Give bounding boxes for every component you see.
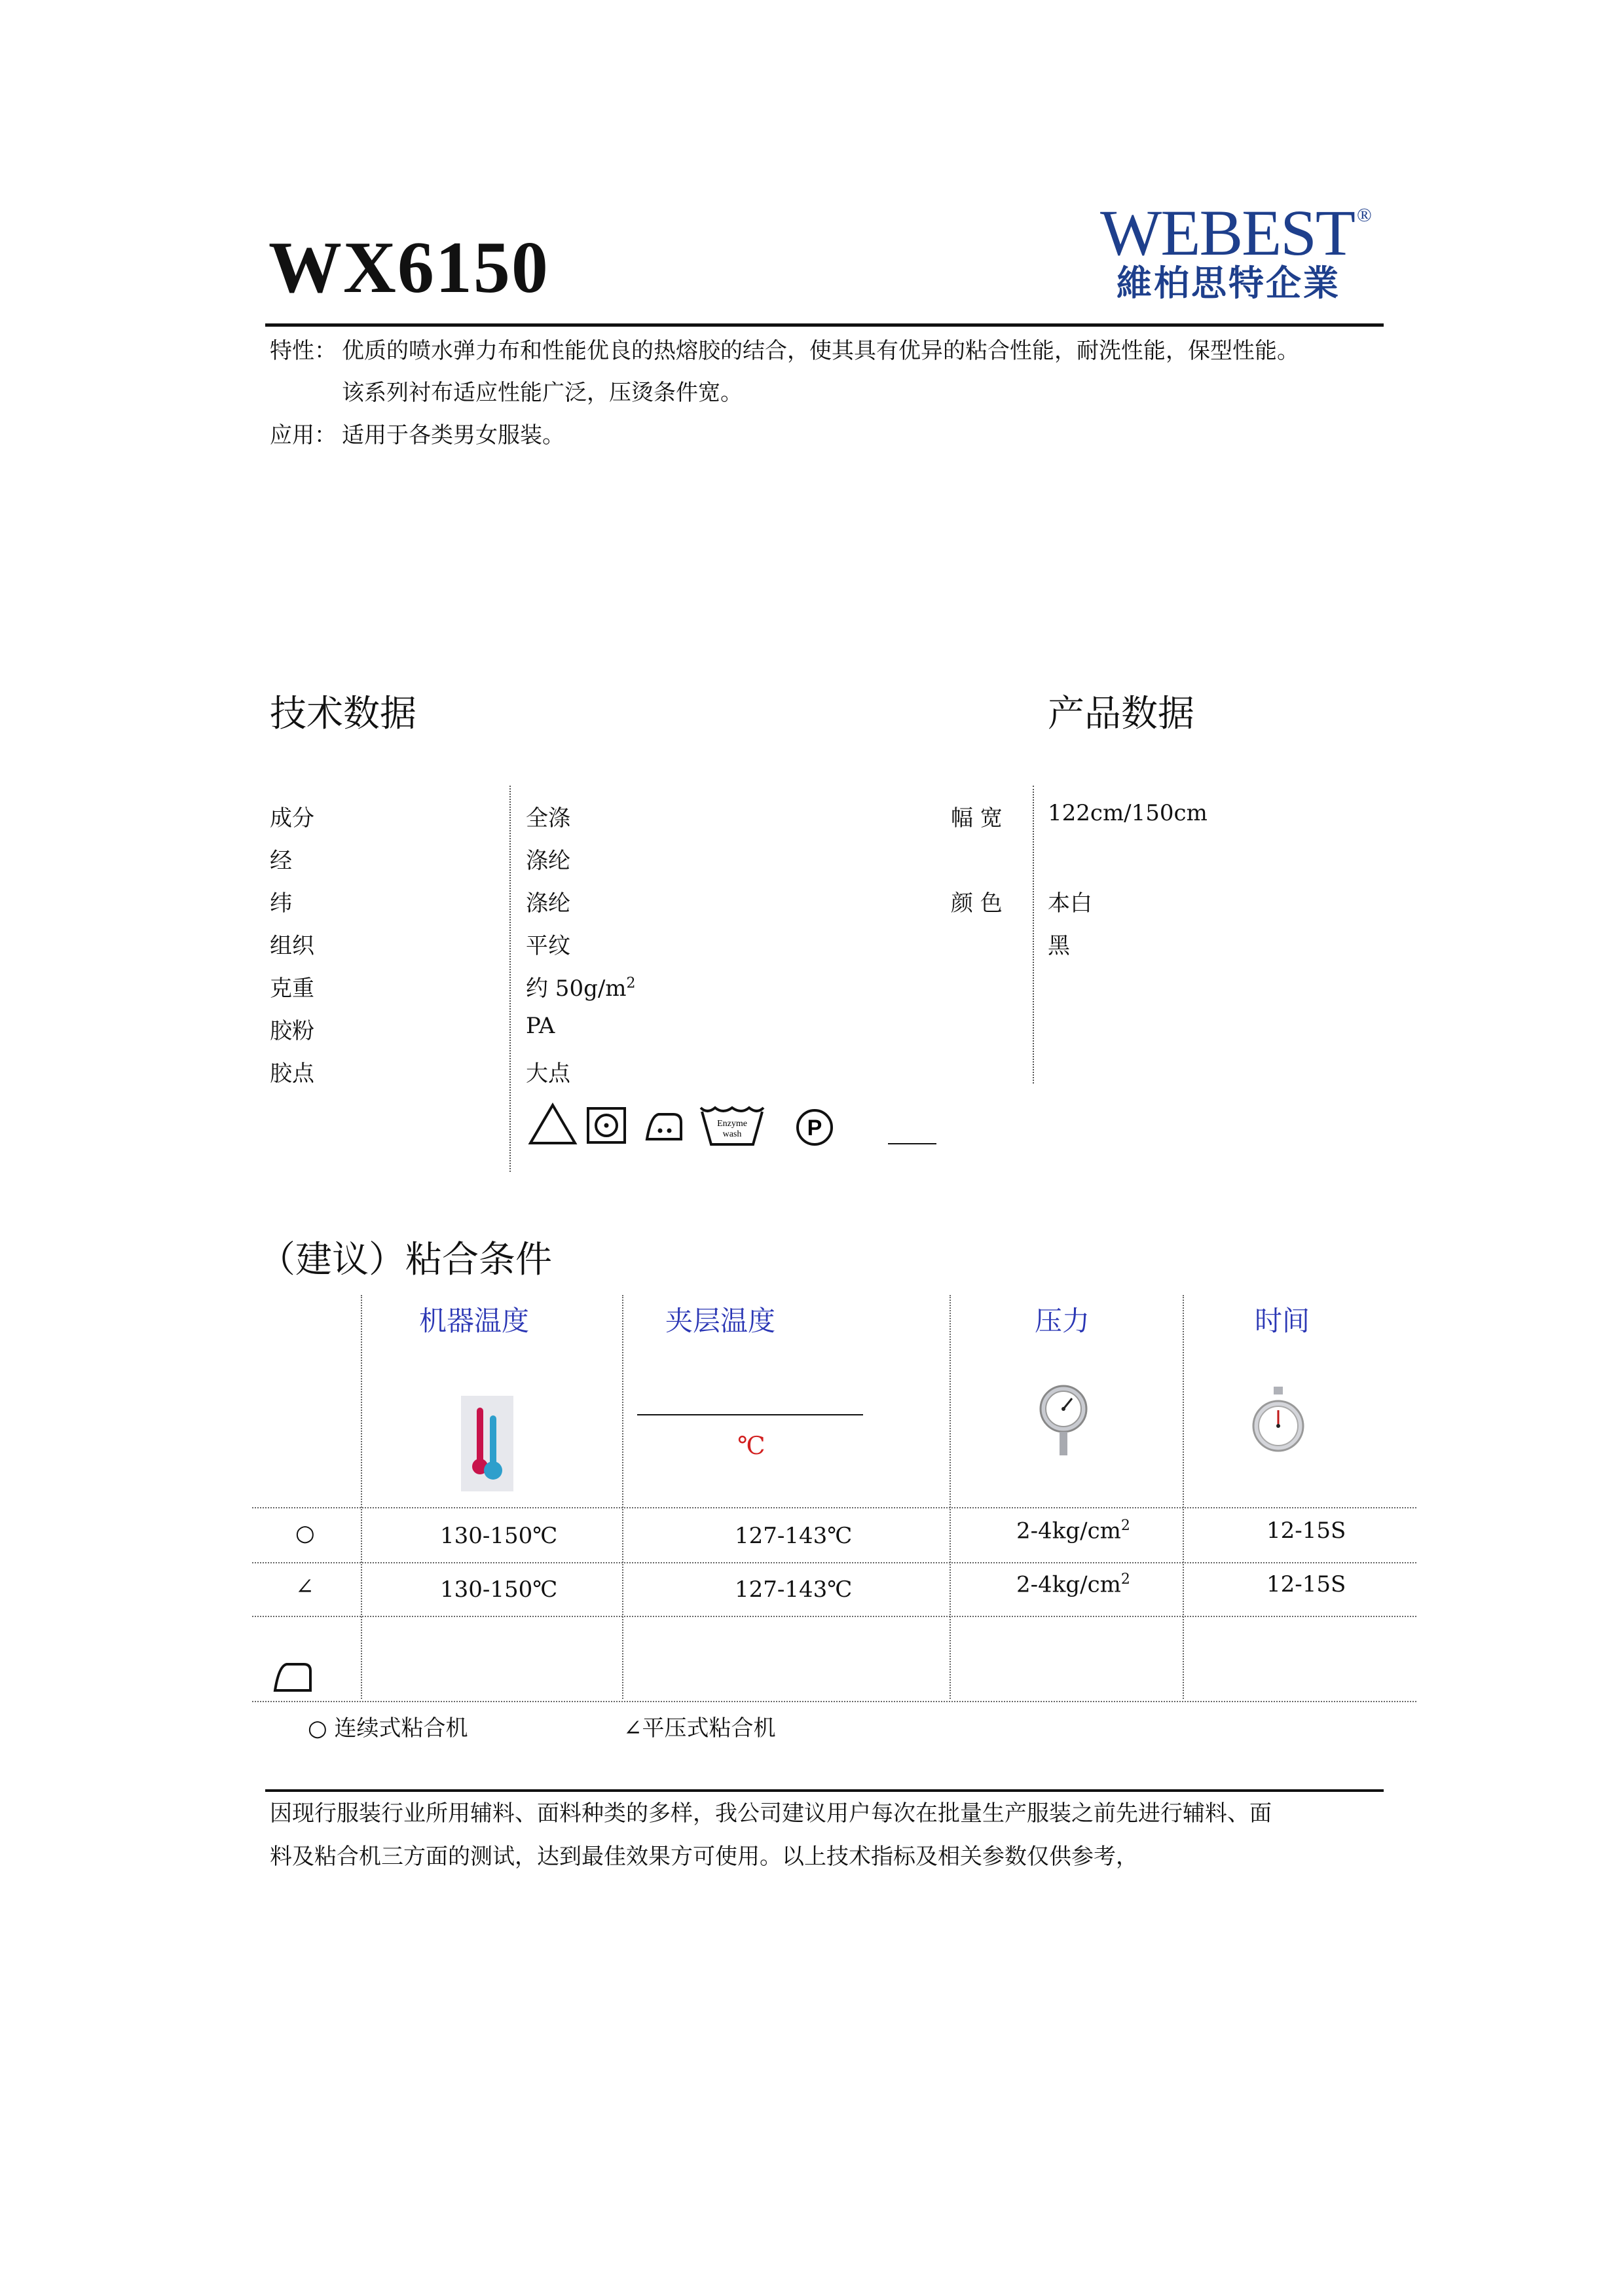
tech-label: 胶点 bbox=[270, 1061, 314, 1087]
tech-value: 全涤 bbox=[526, 805, 570, 831]
product-table-divider bbox=[1033, 786, 1034, 1084]
column-header-pressure: 压力 bbox=[1035, 1305, 1090, 1337]
features-text: 优质的喷水弹力布和性能优良的热熔胶的结合，使其具有优异的粘合性能，耐洗性能，保型性能。 bbox=[342, 338, 1299, 364]
iron-two-dots-icon bbox=[642, 1110, 686, 1142]
enzyme-text: Enzyme bbox=[717, 1119, 747, 1129]
tech-label: 组织 bbox=[270, 933, 314, 959]
column-header-machine-temp: 机器温度 bbox=[419, 1305, 530, 1337]
column-header-time: 时间 bbox=[1255, 1305, 1310, 1337]
technical-data-heading: 技术数据 bbox=[270, 693, 416, 735]
pressure-value bbox=[1016, 1518, 1130, 1544]
p-letter: P bbox=[807, 1116, 822, 1140]
row-symbol-continuous: ○ bbox=[295, 1520, 315, 1546]
stopwatch-icon bbox=[1251, 1385, 1305, 1459]
column-header-layer-temp: 夹层温度 bbox=[665, 1305, 776, 1337]
tech-label: 成分 bbox=[270, 805, 314, 831]
pressure-superscript: 2 bbox=[1120, 1571, 1130, 1588]
weight-unit-superscript: 2 bbox=[626, 975, 636, 992]
wash-text: wash bbox=[722, 1129, 742, 1139]
product-width-value: 122cm/150cm bbox=[1048, 800, 1208, 826]
tech-value: 涤纶 bbox=[526, 848, 570, 874]
tech-value: 大点 bbox=[526, 1061, 570, 1087]
enzyme-wash-tub-icon bbox=[698, 1102, 766, 1148]
brand-logo-wordmark: WEBEST bbox=[1100, 196, 1354, 269]
product-width-label: 幅 宽 bbox=[951, 805, 1003, 831]
product-color-label: 颜 色 bbox=[951, 890, 1003, 917]
tumble-dry-icon bbox=[586, 1106, 627, 1144]
features-label: 特性： bbox=[270, 338, 337, 364]
tech-label: 纬 bbox=[270, 890, 292, 917]
care-dash-line bbox=[888, 1143, 936, 1144]
weight-value: 约 50g/m bbox=[526, 975, 627, 1002]
product-data-heading: 产品数据 bbox=[1048, 693, 1194, 735]
application-label: 应用： bbox=[270, 422, 337, 448]
brand-logo-chinese: 維柏思特企業 bbox=[1116, 263, 1340, 304]
time-value: 12-15S bbox=[1266, 1571, 1346, 1597]
note-divider bbox=[265, 1789, 1384, 1792]
table-divider bbox=[622, 1295, 623, 1699]
table-row-divider bbox=[252, 1701, 1416, 1702]
table-divider bbox=[361, 1295, 362, 1699]
table-row-divider bbox=[252, 1507, 1416, 1508]
layer-temp-value: 127-143℃ bbox=[735, 1523, 853, 1549]
pressure-superscript: 2 bbox=[1120, 1518, 1130, 1534]
layer-temp-value: 127-143℃ bbox=[735, 1576, 853, 1603]
features-text-continued: 该系列衬布适应性能广泛，压烫条件宽。 bbox=[342, 380, 743, 406]
pressure-value bbox=[1016, 1571, 1130, 1597]
legend-continuous-machine: ○ 连续式粘合机 bbox=[308, 1715, 468, 1741]
pressure-number: 2-4kg/cm bbox=[1016, 1518, 1121, 1544]
professional-clean-p-icon bbox=[795, 1108, 834, 1147]
bonding-conditions-heading: （建议）粘合条件 bbox=[259, 1239, 552, 1281]
tech-label: 胶粉 bbox=[270, 1018, 314, 1044]
table-divider bbox=[1183, 1295, 1184, 1699]
tech-value-weight bbox=[526, 970, 636, 1002]
machine-temp-value: 130-150℃ bbox=[440, 1523, 558, 1549]
tech-label: 经 bbox=[270, 848, 292, 874]
bleach-triangle-icon bbox=[528, 1102, 578, 1146]
row-symbol-flat: ∠ bbox=[295, 1574, 314, 1600]
tech-table-divider bbox=[509, 786, 511, 1172]
interlayer-unit: ℃ bbox=[737, 1431, 766, 1460]
table-divider bbox=[950, 1295, 951, 1699]
tech-value: 涤纶 bbox=[526, 890, 570, 917]
legend-flat-press-machine: ∠平压式粘合机 bbox=[623, 1715, 776, 1741]
machine-temp-value: 130-150℃ bbox=[440, 1576, 558, 1603]
table-row-divider bbox=[252, 1616, 1416, 1617]
application-text: 适用于各类男女服装。 bbox=[342, 422, 564, 448]
iron-icon bbox=[272, 1662, 313, 1693]
product-color-value: 黑 bbox=[1048, 933, 1070, 959]
table-row-divider bbox=[252, 1562, 1416, 1563]
product-color-value: 本白 bbox=[1048, 890, 1092, 917]
tech-value: 平纹 bbox=[526, 933, 570, 959]
pressure-gauge-icon bbox=[1038, 1383, 1089, 1459]
header-divider bbox=[265, 323, 1384, 327]
time-value: 12-15S bbox=[1266, 1518, 1346, 1544]
product-code-title: WX6150 bbox=[268, 227, 549, 308]
registered-mark: ® bbox=[1357, 204, 1372, 226]
tech-label: 克重 bbox=[270, 975, 314, 1002]
thermometer-icon bbox=[461, 1396, 513, 1491]
pressure-number: 2-4kg/cm bbox=[1016, 1571, 1121, 1598]
disclaimer-note: 因现行服装行业所用辅料、面料种类的多样，我公司建议用户每次在批量生产服装之前先进行辅料、面 bbox=[270, 1800, 1272, 1827]
tech-value: PA bbox=[526, 1013, 555, 1039]
disclaimer-note-continued: 料及粘合机三方面的测试，达到最佳效果方可使用。以上技术指标及相关参数仅供参考， bbox=[270, 1844, 1138, 1870]
interlayer-temp-blank-line bbox=[637, 1414, 863, 1415]
